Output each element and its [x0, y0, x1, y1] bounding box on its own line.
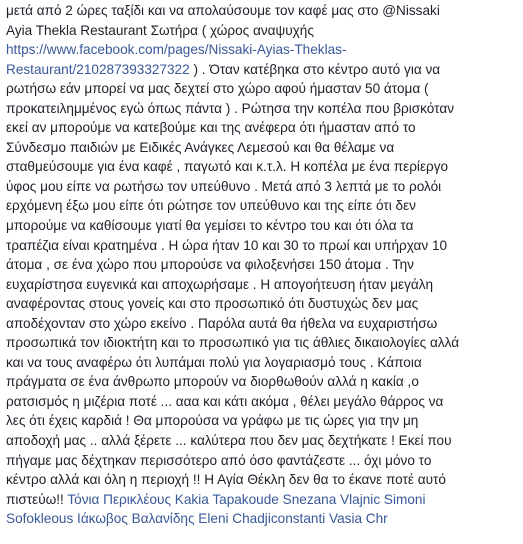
post-text-line [6, 177, 523, 197]
tagged-person-link[interactable]: Kakia Tapakoude [174, 491, 279, 507]
post-text: τραπέζια είναι κρατημένα . Η ώρα ήταν 10 και 30 το πρωί και υπήρχαν 10 [6, 237, 448, 253]
post-text: άτομα , σε ένα χώρο που μπορούσε να φιλοξενήσει 150 άτομα . Την [6, 257, 414, 273]
url-link[interactable]: Restaurant/210287393327322 [6, 61, 190, 77]
tagged-person-link[interactable]: Vasia Chr [329, 511, 388, 527]
tagged-person-link[interactable]: Snezana Vlajnic [282, 491, 381, 507]
post-text-line [6, 333, 523, 353]
post-text-line [6, 255, 523, 275]
post-text: προσωπικά τον ιδιοκτήτη και το προσωπικό για τις άθλιες δικαιολογίες αλλά [6, 335, 460, 351]
post-text-line [6, 1, 523, 21]
post-text-line [6, 40, 523, 60]
tagged-person-link[interactable]: Eleni Chadjiconstanti [198, 511, 326, 527]
post-text-line [6, 236, 523, 256]
post-text-line [6, 353, 523, 373]
post-text-line [6, 470, 523, 490]
post-text: πήγαμε μας δέχτηκαν περισσότερο από όσο φαντάζεστε ... όχι μόνο το [6, 452, 432, 468]
url-link[interactable]: https://www.facebook.com/pages/Nissaki-Ayias-Theklas- [6, 42, 347, 58]
post-text-line [6, 60, 523, 80]
tagged-person-link[interactable]: Τόνια Περικλέους [67, 491, 172, 507]
post-text-line [6, 451, 523, 471]
post-text: ρωτήσω εάν μπορεί να μας δεχτεί στο χώρο αφού ήμασταν 50 άτομα ( [6, 81, 429, 97]
post-text: Ayia Thekla Restaurant Σωτήρα ( χώρος αναψυχής [6, 22, 314, 38]
post-text: Σύνδεσμο παιδιών με Ειδικές Ανάγκες Λεμεσού και θα θέλαμε να [6, 139, 395, 155]
post-text: πιστεύω!! [6, 491, 68, 507]
post-text: προκατειλημμένος εγώ όπως πάντα ) . Ρώτησα την κοπέλα που βρισκόταν [6, 100, 454, 116]
post-text: λες ότι έχεις καρδιά ! Θα μπορούσα να γράφω με τις ώρες για την μη [6, 413, 419, 429]
post-text-line [6, 157, 523, 177]
post-text: μετά από 2 ώρες ταξίδι και να απολαύσουμε τον καφέ μας στο @Nissaki [6, 3, 440, 18]
post-text-line [6, 138, 523, 158]
post-text: ευχαρίστησα ευγενικά και αποχωρήσαμε . Η απογοήτευση ήταν μεγάλη [6, 276, 434, 292]
post-text: σταθμεύσουμε για ένα καφέ , παγωτό και κ.τ.λ. Η κοπέλα με ένα περίεργο [6, 159, 449, 175]
post-text-line [6, 411, 523, 431]
post-text: πράγματα σε ένα άνθρωπο μπορούν να διορθωθούν αλλά η κακία ,ο [6, 374, 419, 390]
post-text: ) . Όταν κατέβηκα στο κέντρο αυτό για να [189, 61, 441, 77]
post-text: ρατσισμός η μιζέρια ποτέ ... ααα και κάτι ακόμα , θέλει μεγάλο θάρρος να [6, 393, 444, 409]
post-text: αποδοχή μας .. αλλά ξέρετε ... καλύτερα που δεν μας δεχτήκατε ! Εκεί που [6, 433, 452, 449]
post-text: ύφος μου είπε να ρωτήσω τον υπεύθυνο . Μετά από 3 λεπτά με το ρολόι [6, 178, 442, 194]
post-text: εκεί αν μπορούμε να κατεβούμε και της ανέφερα ότι ήμασταν από το [6, 120, 416, 136]
tagged-person-link[interactable]: Ιάκωβος Βαλανίδης [77, 511, 195, 527]
post-text: αποδέχονταν στο χώρο εκείνο . Παρόλα αυτά θα ήθελα να ευχαριστήσω [6, 315, 438, 331]
post-text-line [6, 216, 523, 236]
tagged-person-link[interactable]: Sofokleous [6, 511, 74, 527]
post-text-line [6, 21, 523, 41]
post-text-line [6, 99, 523, 119]
post-text: κέντρο αλλά και όλη η περιοχή !! Η Αγία Θέκλη δεν θα το έκανε ποτέ αυτό [6, 472, 446, 488]
post-text-line [6, 275, 523, 295]
post-text-line [6, 490, 523, 510]
post-text-line [6, 314, 523, 334]
post-text: αναφέροντας στους γονείς και στο προσωπικό ότι δυστυχώς δεν μας [6, 296, 419, 312]
post-text: ερχόμενη έξω μου είπε ότι ρώτησε τον υπεύθυνο και της είπε ότι δεν [6, 198, 416, 214]
post-text: και να τους αναφέρω ότι λυπάμαι πολύ για λογαριασμό τους . Κάποια [6, 354, 422, 370]
post-text-line [6, 79, 523, 99]
post-text-line [6, 372, 523, 392]
post-text-line [6, 196, 523, 216]
tagged-person-link[interactable]: Simoni [383, 491, 426, 507]
post-text-line [6, 509, 523, 529]
post-text-line [6, 294, 523, 314]
post-text-line [6, 118, 523, 138]
post-text: μπορούμε να καθίσουμε γιατί θα γεμίσει το κέντρο του και ότι όλα τα [6, 218, 414, 234]
post-text-line [6, 392, 523, 412]
post-text-line [6, 431, 523, 451]
